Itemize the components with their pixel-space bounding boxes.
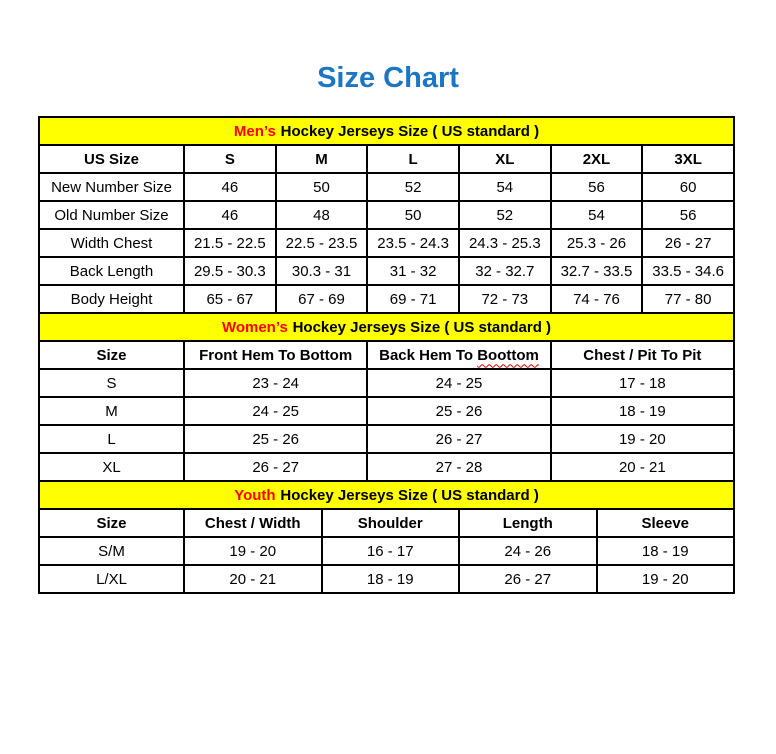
cell-value: 33.5 - 34.6 (642, 257, 734, 285)
row-label: L/XL (39, 565, 184, 593)
youth-col-header-size: Size (39, 509, 184, 537)
cell-value: 18 - 19 (322, 565, 460, 593)
table-row (39, 257, 734, 285)
mens-col-header-2xl: 2XL (551, 145, 643, 173)
mens-col-header-3xl: 3XL (642, 145, 734, 173)
table-row (39, 201, 734, 229)
cell-value: 20 - 21 (551, 453, 734, 481)
cell-value: 54 (459, 173, 551, 201)
cell-value: 24 - 25 (184, 397, 367, 425)
cell-value: 26 - 27 (367, 425, 550, 453)
cell-value: 23.5 - 24.3 (367, 229, 459, 257)
cell-value: 50 (276, 173, 368, 201)
youth-col-header-chest-width: Chest / Width (184, 509, 322, 537)
misspelled-word-spellcheck: Boottom (477, 346, 539, 364)
youth-size-table (38, 480, 735, 594)
cell-value: 65 - 67 (184, 285, 276, 313)
cell-value: 19 - 20 (184, 537, 322, 565)
cell-value: 24.3 - 25.3 (459, 229, 551, 257)
mens-caption-text: Hockey Jerseys Size ( US standard ) (280, 122, 540, 140)
row-label: L (39, 425, 184, 453)
table-row (39, 425, 734, 453)
cell-value: 52 (459, 201, 551, 229)
row-label: Width Chest (39, 229, 184, 257)
womens-caption-accent: Women’s (221, 318, 288, 336)
table-row (39, 565, 734, 593)
cell-value: 20 - 21 (184, 565, 322, 593)
cell-value: 26 - 27 (459, 565, 597, 593)
table-row (39, 285, 734, 313)
row-label: S/M (39, 537, 184, 565)
youth-col-header-length: Length (459, 509, 597, 537)
row-label: M (39, 397, 184, 425)
cell-value: 24 - 26 (459, 537, 597, 565)
cell-value: 74 - 76 (551, 285, 643, 313)
youth-caption-accent: Youth (234, 486, 276, 504)
cell-value: 22.5 - 23.5 (276, 229, 368, 257)
womens-caption-row (39, 313, 734, 341)
cell-value: 26 - 27 (642, 229, 734, 257)
cell-value: 17 - 18 (551, 369, 734, 397)
cell-value: 56 (642, 201, 734, 229)
youth-header-row (39, 509, 734, 537)
cell-value: 29.5 - 30.3 (184, 257, 276, 285)
womens-size-table (38, 312, 735, 482)
size-chart (38, 116, 735, 594)
cell-value: 67 - 69 (276, 285, 368, 313)
cell-value: 25 - 26 (367, 397, 550, 425)
cell-value: 60 (642, 173, 734, 201)
mens-col-header-xl: XL (459, 145, 551, 173)
page-title: Size Chart (317, 62, 459, 94)
cell-value: 46 (184, 201, 276, 229)
cell-value: 77 - 80 (642, 285, 734, 313)
cell-value: 24 - 25 (367, 369, 550, 397)
youth-table-caption (39, 481, 734, 509)
cell-value: 72 - 73 (459, 285, 551, 313)
row-label: New Number Size (39, 173, 184, 201)
womens-table-caption (39, 313, 734, 341)
cell-value: 32.7 - 33.5 (551, 257, 643, 285)
youth-caption-row (39, 481, 734, 509)
cell-value: 69 - 71 (367, 285, 459, 313)
womens-header-row (39, 341, 734, 369)
mens-col-header-s: S (184, 145, 276, 173)
youth-col-header-shoulder: Shoulder (322, 509, 460, 537)
cell-value: 54 (551, 201, 643, 229)
mens-col-header-m: M (276, 145, 368, 173)
cell-value: 18 - 19 (597, 537, 735, 565)
cell-value: 50 (367, 201, 459, 229)
youth-caption-text: Hockey Jerseys Size ( US standard ) (280, 486, 539, 504)
cell-value: 25 - 26 (184, 425, 367, 453)
cell-value: 27 - 28 (367, 453, 550, 481)
row-label: Back Length (39, 257, 184, 285)
womens-col-header-size: Size (39, 341, 184, 369)
table-row (39, 229, 734, 257)
cell-value: 32 - 32.7 (459, 257, 551, 285)
cell-value: 52 (367, 173, 459, 201)
table-row (39, 397, 734, 425)
table-row (39, 453, 734, 481)
youth-col-header-sleeve: Sleeve (597, 509, 735, 537)
cell-value: 16 - 17 (322, 537, 460, 565)
cell-value: 19 - 20 (551, 425, 734, 453)
cell-value: 18 - 19 (551, 397, 734, 425)
cell-value: 25.3 - 26 (551, 229, 643, 257)
womens-col-header-front-hem: Front Hem To Bottom (184, 341, 367, 369)
cell-value: 30.3 - 31 (276, 257, 368, 285)
row-label: Old Number Size (39, 201, 184, 229)
mens-col-header-l: L (367, 145, 459, 173)
mens-header-row (39, 145, 734, 173)
mens-caption-row (39, 117, 734, 145)
cell-value: 19 - 20 (597, 565, 735, 593)
womens-col-header-chest: Chest / Pit To Pit (551, 341, 734, 369)
womens-col-header-back-hem (367, 341, 550, 369)
table-row (39, 537, 734, 565)
cell-value: 48 (276, 201, 368, 229)
cell-value: 31 - 32 (367, 257, 459, 285)
mens-col-header-us-size: US Size (39, 145, 184, 173)
back-hem-label: Back Hem To (379, 346, 474, 364)
cell-value: 56 (551, 173, 643, 201)
mens-caption-accent: Men’s (233, 122, 276, 140)
row-label: Body Height (39, 285, 184, 313)
table-row (39, 369, 734, 397)
row-label: XL (39, 453, 184, 481)
cell-value: 26 - 27 (184, 453, 367, 481)
mens-table-caption (39, 117, 734, 145)
row-label: S (39, 369, 184, 397)
mens-size-table (38, 116, 735, 314)
cell-value: 21.5 - 22.5 (184, 229, 276, 257)
cell-value: 23 - 24 (184, 369, 367, 397)
table-row (39, 173, 734, 201)
cell-value: 46 (184, 173, 276, 201)
womens-caption-text: Hockey Jerseys Size ( US standard ) (292, 318, 552, 336)
